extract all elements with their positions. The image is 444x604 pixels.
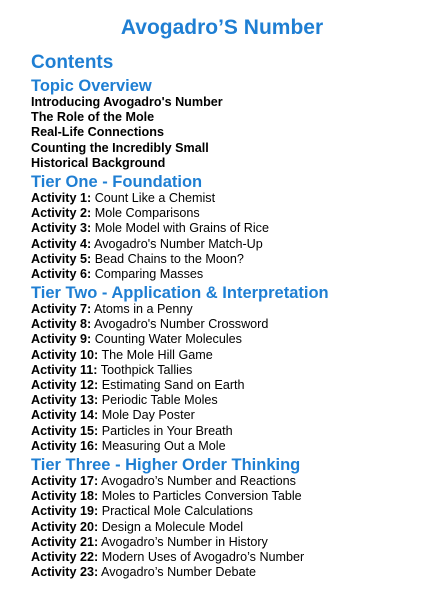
activity-label: Activity 2: [31,206,92,221]
activity-item [31,348,268,363]
activity-title: Periodic Table Moles [101,393,218,408]
overview-item: Introducing Avogadro's Number [31,95,223,109]
overview-item: Real-Life Connections [31,125,164,140]
tier-three-activity-list [31,474,304,580]
activity-item [31,317,268,332]
activity-item [31,565,304,580]
activity-title: Practical Mole Calculations [101,504,253,519]
activity-title: Avogadro's Number Crossword [94,317,269,332]
overview-item: Counting the Incredibly Small [31,140,209,155]
activity-label: Activity 7: [31,302,92,316]
activity-label: Activity 19: [31,504,99,519]
activity-label: Activity 21: [31,534,99,549]
activity-title: Comparing Masses [94,266,204,281]
activity-item [31,191,269,206]
activity-title: Toothpick Tallies [100,362,193,377]
activity-label: Activity 16: [31,438,99,453]
activity-label: Activity 5: [31,251,92,266]
activity-label: Activity 1: [31,191,92,205]
activity-title: Particles in Your Breath [101,423,233,438]
activity-title: Measuring Out a Mole [101,438,226,453]
activity-item [31,267,269,282]
activity-item [31,221,269,236]
activity-title: Avogadro's Number Match-Up [94,236,263,251]
activity-label: Activity 4: [31,236,92,251]
activity-label: Activity 20: [31,519,99,534]
activity-item [31,408,268,423]
activity-title: Moles to Particles Conversion Table [101,489,302,504]
contents-heading: Contents [31,52,114,73]
activity-item [31,378,268,393]
activity-item [31,424,268,439]
activity-title: Mole Model with Grains of Rice [94,221,269,236]
activity-item [31,363,268,378]
activity-label: Activity 14: [31,408,99,423]
activity-title: Counting Water Molecules [94,332,242,347]
activity-label: Activity 13: [31,393,99,408]
activity-label: Activity 12: [31,377,99,392]
activity-item [31,489,304,504]
activity-title: Count Like a Chemist [94,191,216,205]
tier-two-activity-list [31,302,268,454]
section-heading-tier-one: Tier One - Foundation [31,173,203,191]
activity-label: Activity 22: [31,549,99,564]
activity-item [31,332,268,347]
document-title: Avogadro’S Number [120,16,324,39]
overview-item: The Role of the Mole [31,110,155,125]
tier-one-activity-list [31,191,269,282]
activity-title: The Mole Hill Game [101,347,213,362]
section-heading-topic-overview: Topic Overview [31,77,152,95]
activity-label: Activity 11: [31,362,98,377]
activity-item [31,206,269,221]
activity-label: Activity 8: [31,317,92,332]
activity-label: Activity 23: [31,565,99,580]
activity-item [31,504,304,519]
activity-label: Activity 18: [31,489,99,504]
activity-item [31,520,304,535]
activity-title: Estimating Sand on Earth [101,377,245,392]
activity-item [31,439,268,454]
activity-item [31,302,268,317]
activity-item [31,393,268,408]
activity-title: Avogadro’s Number in History [101,534,268,549]
activity-label: Activity 9: [31,332,92,347]
activity-item [31,474,304,489]
activity-label: Activity 3: [31,221,92,236]
activity-title: Bead Chains to the Moon? [94,251,244,266]
activity-title: Design a Molecule Model [101,519,244,534]
activity-item [31,237,269,252]
section-heading-tier-two: Tier Two - Application & Interpretation [31,284,329,302]
activity-title: Atoms in a Penny [94,302,193,316]
overview-item: Historical Background [31,155,166,170]
activity-title: Avogadro’s Number and Reactions [101,474,296,488]
activity-label: Activity 15: [31,423,99,438]
activity-label: Activity 6: [31,266,92,281]
activity-item [31,252,269,267]
activity-title: Avogadro’s Number Debate [101,565,256,580]
activity-label: Activity 10: [31,347,99,362]
activity-label: Activity 17: [31,474,99,488]
activity-title: Mole Day Poster [101,408,195,423]
activity-title: Modern Uses of Avogadro’s Number [101,549,305,564]
topic-overview-list [31,95,223,171]
section-heading-tier-three: Tier Three - Higher Order Thinking [31,456,301,474]
activity-item [31,535,304,550]
activity-title: Mole Comparisons [94,206,200,221]
activity-item [31,550,304,565]
